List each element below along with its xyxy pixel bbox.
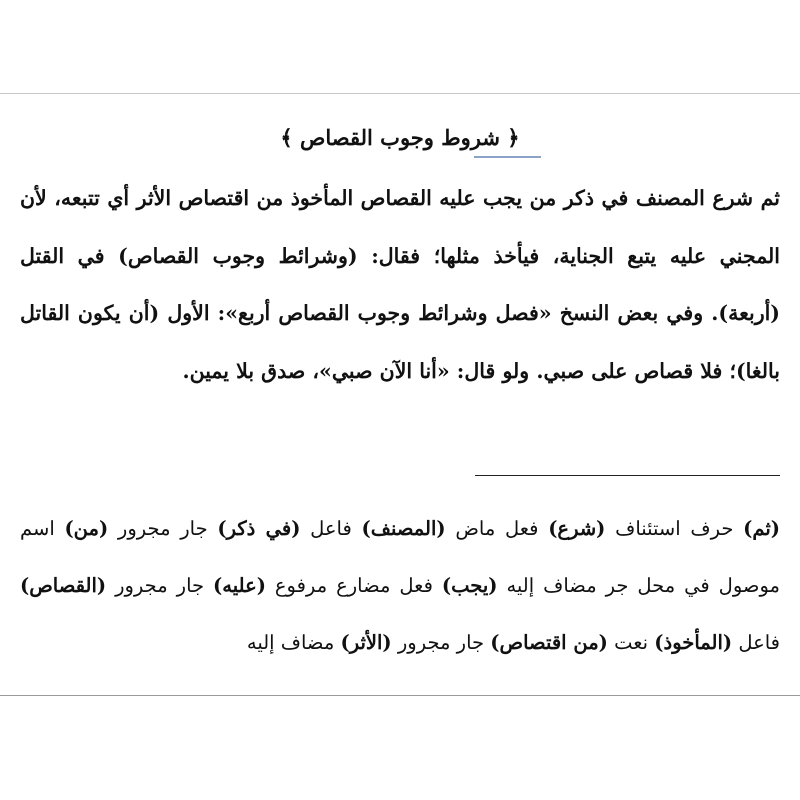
- commentary-gloss: نعت: [607, 631, 655, 654]
- heading-underline: [474, 156, 541, 158]
- commentary-gloss: حرف استئناف: [605, 517, 744, 540]
- commentary-gloss: فعل ماض: [445, 517, 549, 540]
- commentary-term: (في ذكر): [217, 517, 301, 540]
- commentary-gloss: فعل مضارع مرفوع: [265, 574, 442, 597]
- commentary-gloss: فاعل: [732, 631, 780, 654]
- section-heading-text: ﴿ شروط وجوب القصاص ﴾: [280, 125, 520, 150]
- bottom-border-line: [0, 695, 800, 696]
- commentary-term: (من اقتصاص): [490, 631, 608, 654]
- commentary-term: (القصاص): [20, 574, 107, 597]
- commentary-gloss: مضاف إليه: [246, 631, 341, 654]
- commentary-gloss: اسم موصول في محل جر مضاف إليه: [20, 517, 780, 597]
- commentary-gloss: جار مجرور: [106, 574, 214, 597]
- main-paragraph: ثم شرع المصنف في ذكر من يجب عليه القصاص المأخوذ من اقتصاص الأثر أي تتبعه، لأن المجني عليه يتبع الجناية، فيأخذ مثلها؛ فقال: (وشرائط وجوب القصاص) في القتل (أربعة). وفي بعض النسخ «فصل وشرائط وجوب القصاص أربع»: الأول (أن يكون القاتل بالغا)؛ فلا قصاص على صبي. ولو قال: «أنا الآن صبي»، صدق بلا يمين.: [20, 186, 780, 383]
- commentary-gloss: فاعل: [300, 517, 362, 540]
- section-heading: [20, 118, 780, 158]
- commentary-paragraph: [20, 500, 780, 671]
- commentary-term: (شرع): [548, 517, 606, 540]
- commentary-gloss: جار مجرور: [108, 517, 218, 540]
- footnote-separator: [475, 475, 780, 476]
- commentary-term: (المأخوذ): [654, 631, 733, 654]
- commentary-term: (ثم): [743, 517, 780, 540]
- top-border-line: [0, 93, 800, 94]
- commentary-term: (المصنف): [361, 517, 446, 540]
- commentary-term: (يجب): [441, 574, 498, 597]
- commentary-gloss: جار مجرور: [391, 631, 491, 654]
- commentary-term: (عليه): [213, 574, 266, 597]
- commentary-term: (من): [64, 517, 109, 540]
- commentary-term: (الأثر): [340, 631, 392, 654]
